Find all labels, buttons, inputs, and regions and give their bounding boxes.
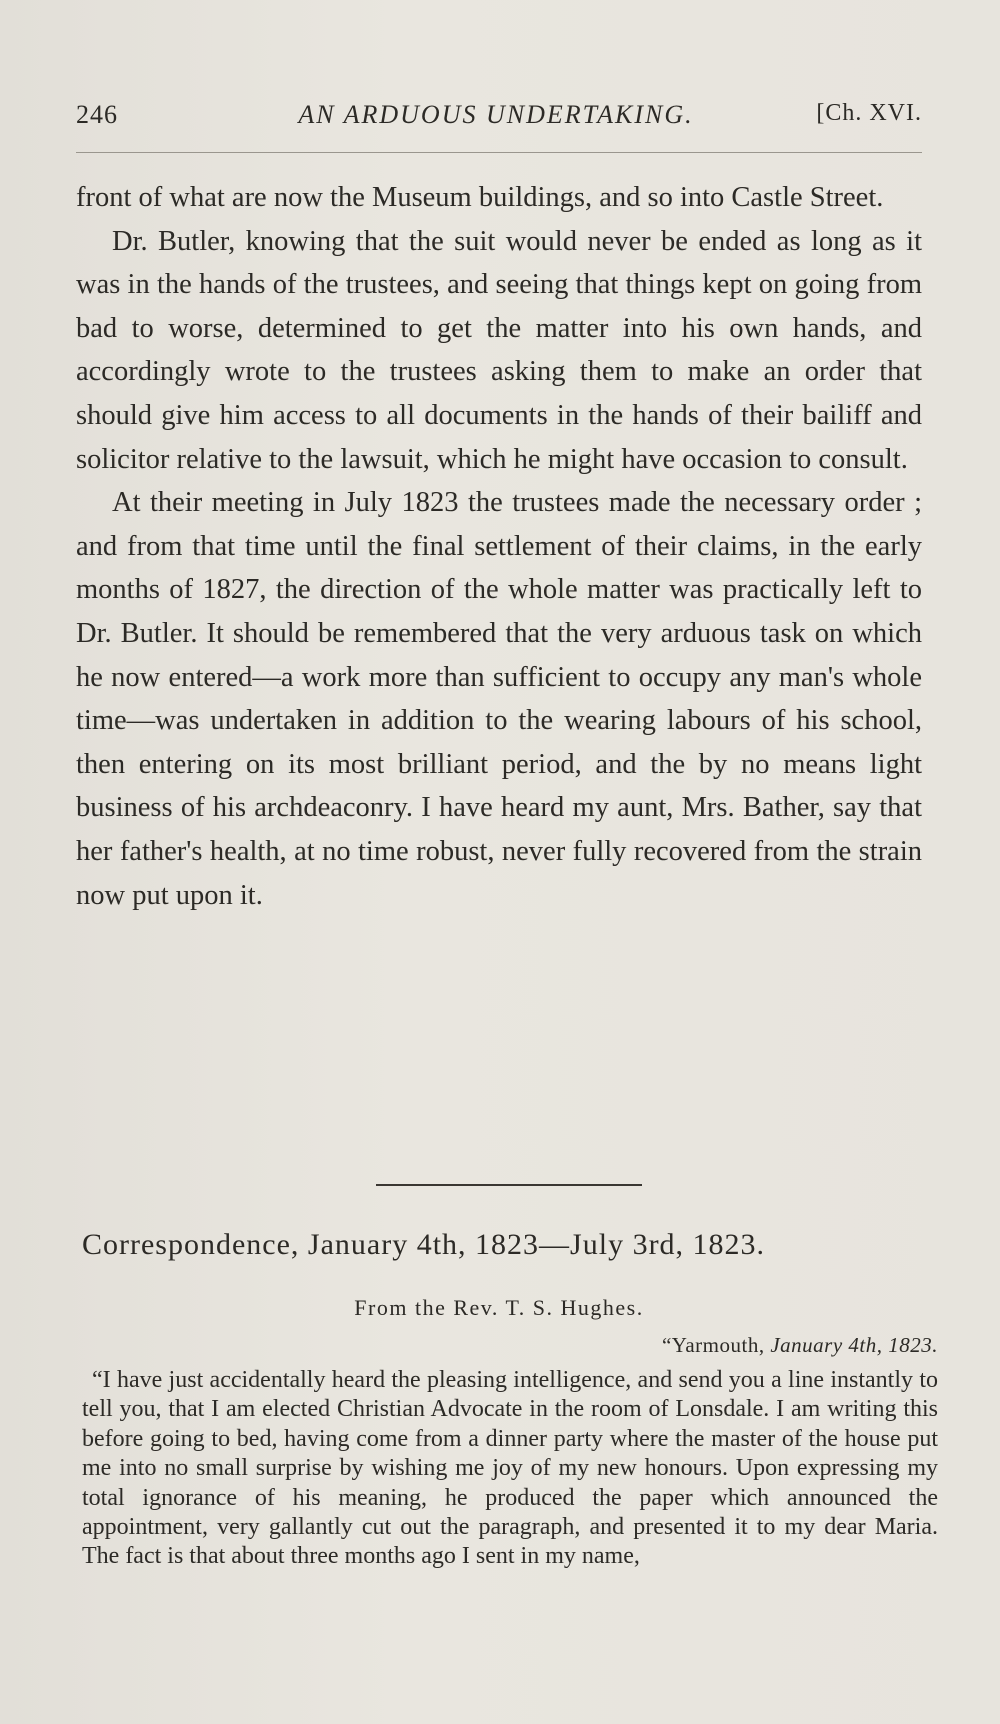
letter-body: “I have just accidentally heard the pleasing intelligence, and send you a line instantly to tell you, that I am elected Christian Advocate in the room of Lonsdale. I am writing this before going to bed, having come from a dinner party where the master of the house put me into no small surprise by wishing me joy of my new honours. Upon expressing my total ignorance of his meaning, he produced the paper which announced the appointment, very gallantly cut out the paragraph, and presented it to my dear Maria. The fact is that about three months ago I sent in my name, [82,1367,938,1570]
letter-place: “Yarmouth, [661,1333,765,1357]
letter-date: January 4th, 1823. [770,1333,938,1357]
letter-sender: From the Rev. T. S. Hughes. [354,1295,644,1320]
page-number: 246 [76,100,118,129]
chapter-label: [Ch. XVI. [816,100,922,126]
letter-dateline [76,1333,938,1358]
paragraph-2: Dr. Butler, knowing that the suit would never be ended as long as it was in the hands of the trustees, and seeing that things kept on going from bad to worse, determined to get the matter into his own hands, and accordingly wrote to the trustees asking them to make an order that should give him access to all documents in the hands of their bailiff and solicitor relative to the lawsuit, which he might have occasion to consult. [76,225,922,475]
running-title: AN ARDUOUS UNDERTAKING. [298,100,694,129]
body-text [76,176,922,917]
paragraph-1: front of what are now the Museum buildings, and so into Castle Street. [76,182,884,213]
header-rule [76,152,922,153]
correspondence-heading: Correspondence, January 4th, 1823—July 3rd, 1823. [82,1228,766,1261]
paragraph-3: At their meeting in July 1823 the trustees made the necessary order ; and from that time until the final settlement of their claims, in the early months of 1827, the direction of the whole matter was practically left to Dr. Butler. It should be remembered that the very arduous task on which he now entered—a work more than sufficient to occupy any man's whole time—was undertaken in addition to the wearing labours of his school, then entering on its most brilliant period, and the by no means light business of his archdeaconry. I have heard my aunt, Mrs. Bather, say that her father's health, at no time robust, never fully recovered from the strain now put upon it. [76,487,922,911]
section-divider [376,1184,642,1186]
running-head [76,100,922,140]
